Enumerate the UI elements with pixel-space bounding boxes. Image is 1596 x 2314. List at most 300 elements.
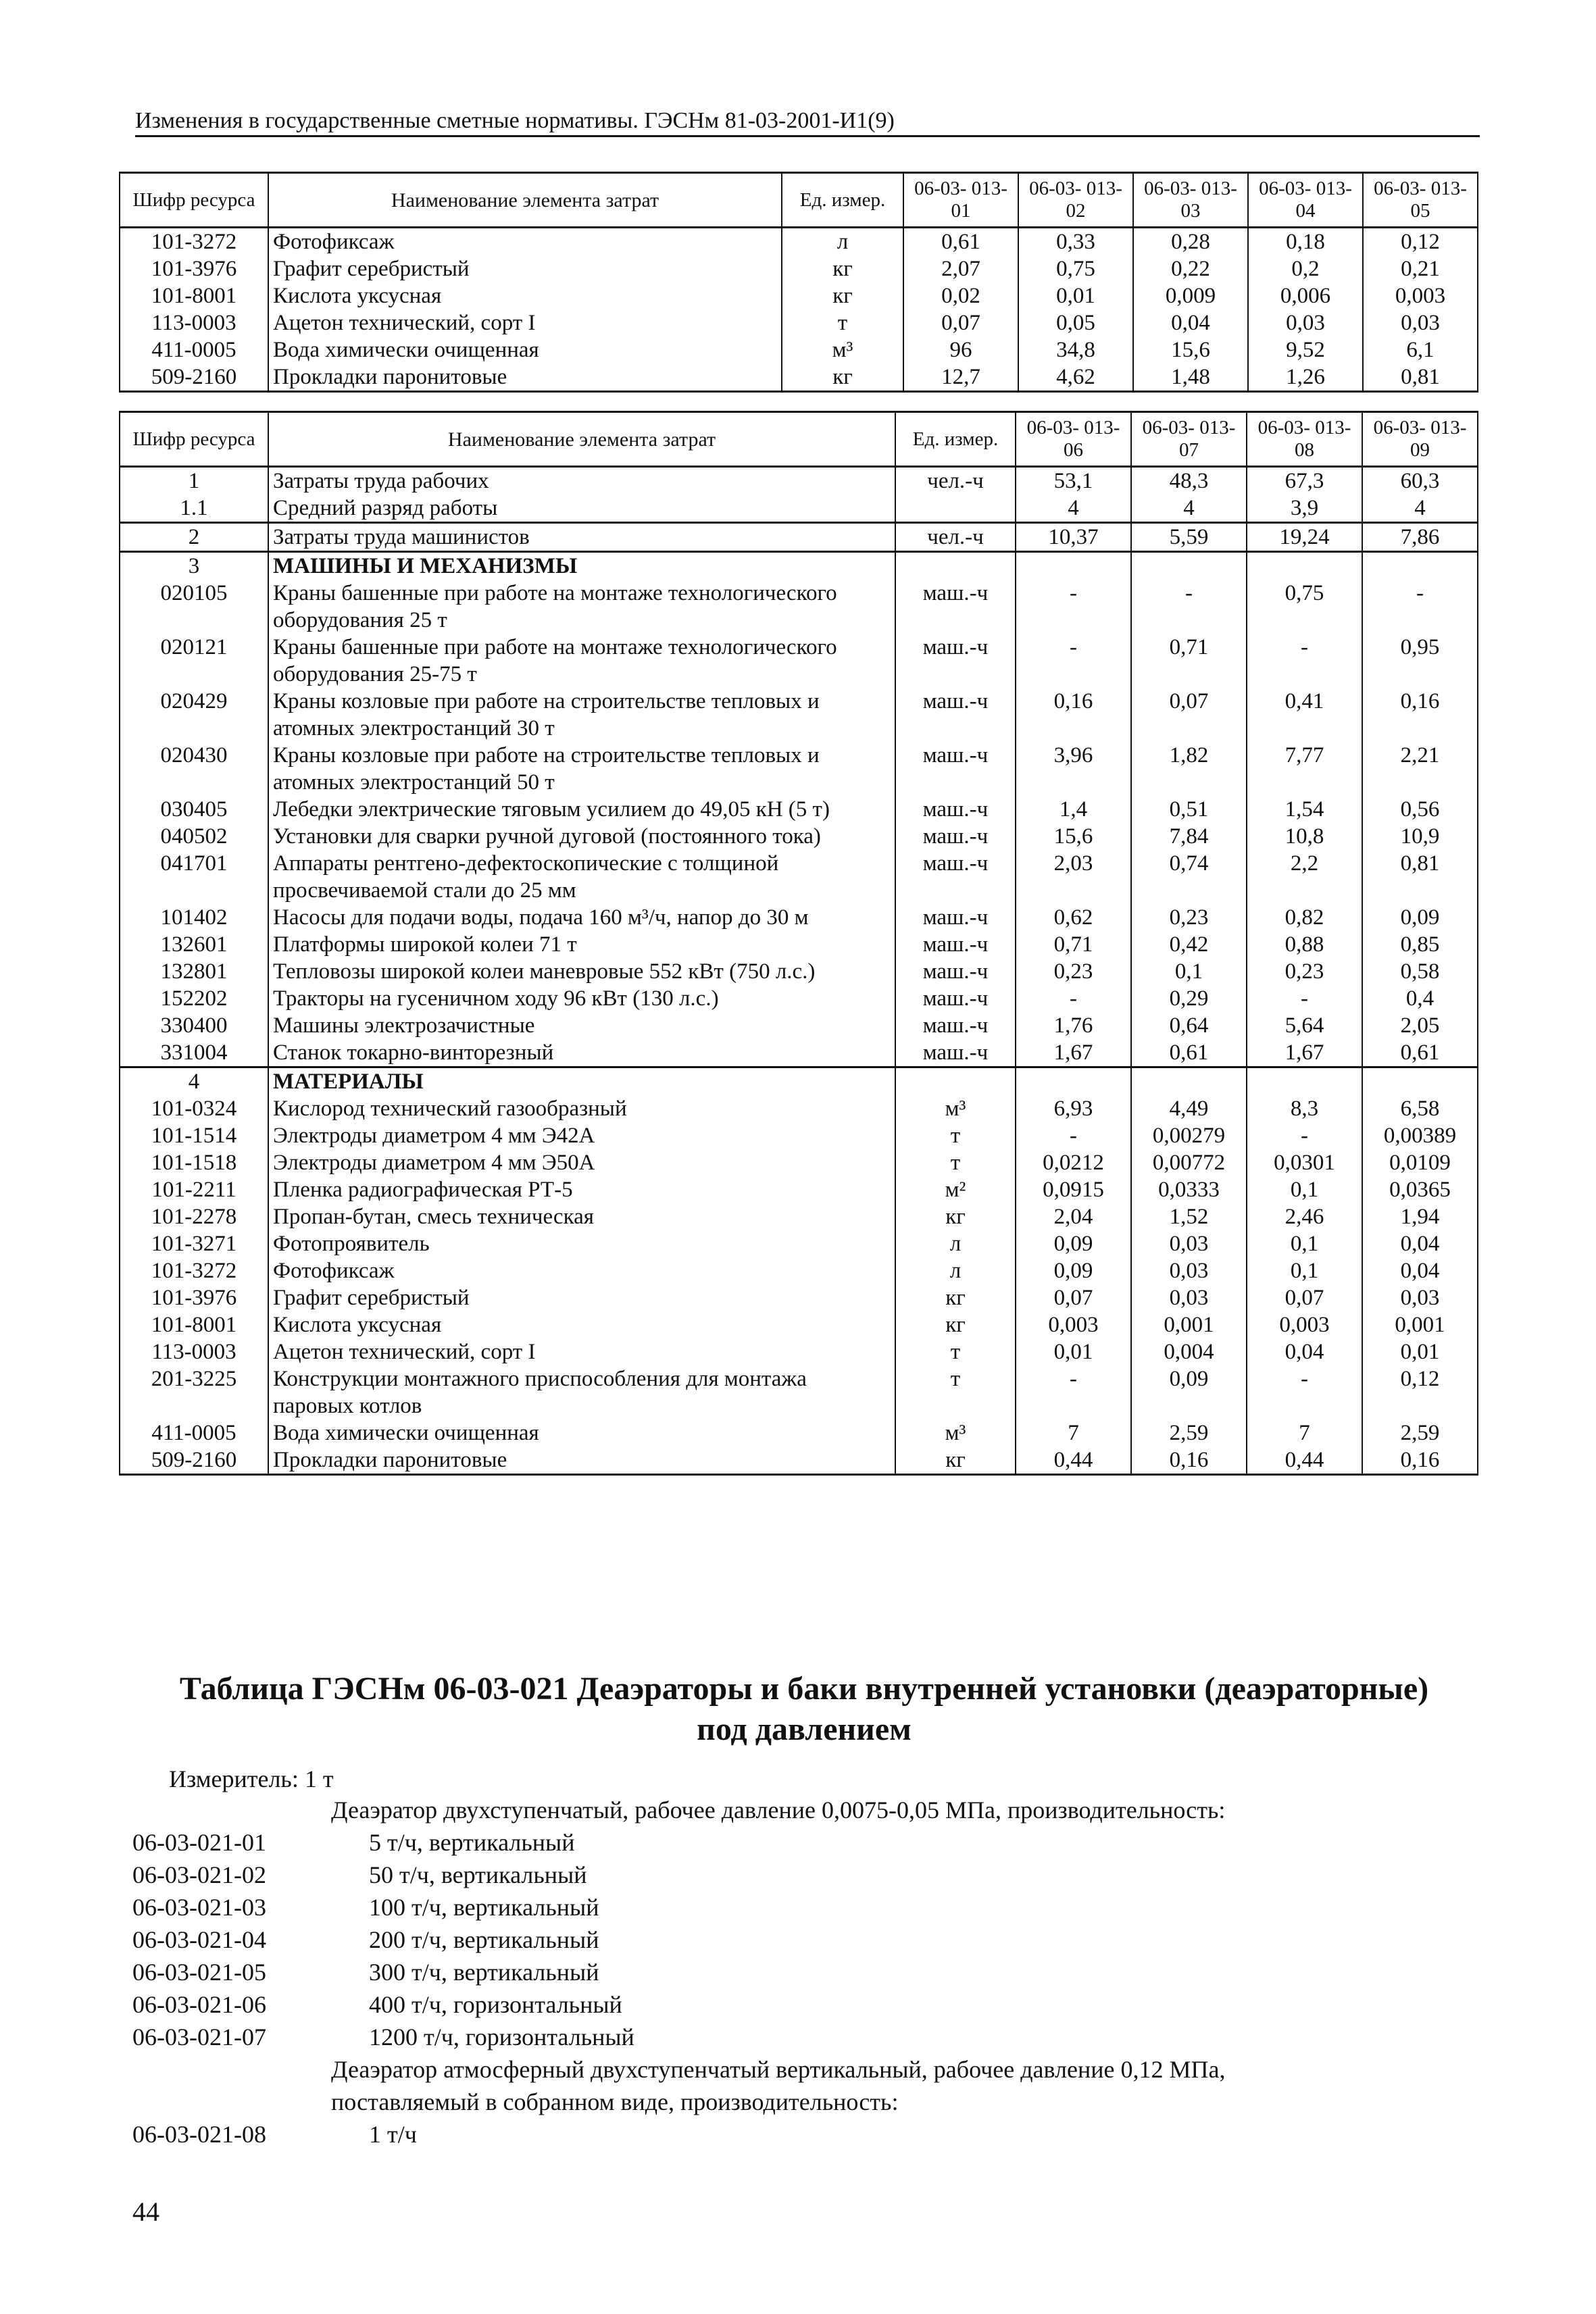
table-row [120, 688, 1478, 742]
value-cell: 0,82 [1247, 904, 1362, 931]
value-cell: 4,49 [1131, 1095, 1247, 1122]
norm-list [132, 2118, 417, 2150]
value-cell: - [1362, 580, 1478, 634]
resource-name: Установки для сварки ручной дуговой (постоянного тока) [268, 823, 895, 850]
norm-code: 06-03-021-07 [132, 2023, 266, 2051]
value-cell: 0,42 [1131, 931, 1247, 958]
table-row [120, 1149, 1478, 1176]
value-cell: 2,07 [903, 255, 1018, 282]
value-cell: 0,05 [1018, 309, 1133, 336]
value-cell: 4 [1016, 495, 1131, 523]
value-cell: 7 [1016, 1419, 1131, 1447]
value-cell: 48,3 [1131, 467, 1247, 495]
resource-name: МАТЕРИАЛЫ [268, 1067, 895, 1096]
value-cell: 0,33 [1018, 228, 1133, 256]
value-cell: 6,93 [1016, 1095, 1131, 1122]
value-cell: 10,37 [1016, 523, 1131, 552]
list-item [132, 1988, 634, 2021]
norm-code: 06-03-021-05 [132, 1959, 266, 1986]
table-row [120, 552, 1478, 580]
unit-cell: т [895, 1149, 1016, 1176]
resource-name: Фотофиксаж [268, 1257, 895, 1284]
table-row [120, 1012, 1478, 1039]
value-cell: 0,03 [1248, 309, 1363, 336]
table-row [120, 1338, 1478, 1365]
value-cell [1016, 1067, 1131, 1096]
list-item [132, 1923, 634, 1956]
value-cell: 0,04 [1362, 1257, 1478, 1284]
value-cell: 0,0365 [1362, 1176, 1478, 1203]
value-cell: 7,86 [1362, 523, 1478, 552]
unit-cell: м³ [895, 1095, 1016, 1122]
resource-name: Краны башенные при работе на монтаже технологического оборудования 25-75 т [268, 634, 895, 688]
value-cell: 7,77 [1247, 742, 1362, 796]
table-row [120, 309, 1478, 336]
value-cell: 2,59 [1362, 1419, 1478, 1447]
value-cell: 7 [1247, 1419, 1362, 1447]
table-row [120, 467, 1478, 495]
value-cell: 0,09 [1362, 904, 1478, 931]
value-cell: 0,07 [1016, 1284, 1131, 1311]
value-cell: 0,009 [1133, 282, 1248, 309]
table-row [120, 742, 1478, 796]
table-row [120, 1122, 1478, 1149]
header-name: Наименование элемента затрат [268, 173, 782, 228]
norm-description: 50 т/ч, вертикальный [369, 1861, 587, 1888]
value-cell: - [1016, 580, 1131, 634]
header-col: 06-03- 013-01 [903, 173, 1018, 228]
value-cell: 0,00279 [1131, 1122, 1247, 1149]
resource-name: Затраты труда рабочих [268, 467, 895, 495]
value-cell: 0,04 [1247, 1338, 1362, 1365]
resource-name: Насосы для подачи воды, подача 160 м³/ч, напор до 30 м [268, 904, 895, 931]
resource-name: Пропан-бутан, смесь техническая [268, 1203, 895, 1230]
header-code: Шифр ресурса [120, 173, 268, 228]
resource-code: 113-0003 [120, 1338, 268, 1365]
resource-code: 1 [120, 467, 268, 495]
resource-name: Прокладки паронитовые [268, 363, 782, 392]
header-col: 06-03- 013-03 [1133, 173, 1248, 228]
unit-cell: чел.-ч [895, 523, 1016, 552]
unit-cell: маш.-ч [895, 580, 1016, 634]
value-cell: - [1016, 1365, 1131, 1419]
table-row [120, 1447, 1478, 1475]
resource-name: Ацетон технический, сорт I [268, 309, 782, 336]
unit-cell: кг [895, 1203, 1016, 1230]
unit-cell: маш.-ч [895, 742, 1016, 796]
value-cell: 96 [903, 336, 1018, 363]
resource-name: Краны козловые при работе на строительстве тепловых и атомных электростанций 30 т [268, 688, 895, 742]
resource-name: Электроды диаметром 4 мм Э42А [268, 1122, 895, 1149]
value-cell: 0,03 [1131, 1257, 1247, 1284]
value-cell: - [1247, 1365, 1362, 1419]
intro-line: поставляемый в собранном виде, производительность: [331, 2088, 899, 2115]
unit-cell: чел.-ч [895, 467, 1016, 495]
resource-code: 101-2278 [120, 1203, 268, 1230]
unit-cell: кг [782, 255, 903, 282]
unit-cell: кг [895, 1284, 1016, 1311]
value-cell: 0,0301 [1247, 1149, 1362, 1176]
resource-name: Кислота уксусная [268, 282, 782, 309]
value-cell [1247, 552, 1362, 580]
value-cell: 0,12 [1362, 1365, 1478, 1419]
value-cell: 4,62 [1018, 363, 1133, 392]
table-row [120, 1311, 1478, 1338]
table-row [120, 1257, 1478, 1284]
list-item [132, 1859, 634, 1891]
value-cell: 0,003 [1363, 282, 1478, 309]
page-number: 44 [132, 2196, 159, 2227]
resource-code: 020105 [120, 580, 268, 634]
value-cell: 0,81 [1363, 363, 1478, 392]
resource-code: 132801 [120, 958, 268, 985]
resource-name: Тракторы на гусеничном ходу 96 кВт (130 л.с.) [268, 985, 895, 1012]
value-cell: 1,26 [1248, 363, 1363, 392]
norm-code: 06-03-021-06 [132, 1991, 266, 2018]
value-cell: 0,16 [1131, 1447, 1247, 1475]
unit-cell: кг [895, 1311, 1016, 1338]
resource-name: Кислота уксусная [268, 1311, 895, 1338]
value-cell: 0,00772 [1131, 1149, 1247, 1176]
resource-code: 020429 [120, 688, 268, 742]
resource-code: 101-3271 [120, 1230, 268, 1257]
value-cell: 10,8 [1247, 823, 1362, 850]
value-cell: - [1016, 985, 1131, 1012]
unit-cell: кг [782, 363, 903, 392]
value-cell: 3,96 [1016, 742, 1131, 796]
resource-name: Краны башенные при работе на монтаже технологического оборудования 25 т [268, 580, 895, 634]
value-cell: 10,9 [1362, 823, 1478, 850]
unit-cell: маш.-ч [895, 796, 1016, 823]
resource-code: 3 [120, 552, 268, 580]
resource-code: 101-1514 [120, 1122, 268, 1149]
value-cell: 1,4 [1016, 796, 1131, 823]
norm-description: 100 т/ч, вертикальный [369, 1894, 599, 1921]
unit-cell [895, 495, 1016, 523]
resource-code: 201-3225 [120, 1365, 268, 1419]
value-cell: 0,09 [1131, 1365, 1247, 1419]
section-title-line: Таблица ГЭСНм 06-03-021 Деаэраторы и баки внутренней установки (деаэраторные) [179, 1671, 1429, 1707]
value-cell: 1,82 [1131, 742, 1247, 796]
value-cell: 0,85 [1362, 931, 1478, 958]
norm-description: 1 т/ч [369, 2121, 417, 2148]
unit-cell: маш.-ч [895, 985, 1016, 1012]
value-cell: 34,8 [1018, 336, 1133, 363]
value-cell: 0,74 [1131, 850, 1247, 904]
value-cell: 67,3 [1247, 467, 1362, 495]
unit-cell: маш.-ч [895, 958, 1016, 985]
list-item [132, 1826, 634, 1859]
value-cell: 0,03 [1131, 1284, 1247, 1311]
value-cell: 0,64 [1131, 1012, 1247, 1039]
intro-line: Деаэратор атмосферный двухступенчатый вертикальный, рабочее давление 0,12 МПа, [331, 2056, 1226, 2083]
table-row [120, 634, 1478, 688]
table-row [120, 282, 1478, 309]
value-cell: 2,05 [1362, 1012, 1478, 1039]
value-cell: 1,67 [1247, 1039, 1362, 1067]
norm-description: 200 т/ч, вертикальный [369, 1926, 599, 1953]
header-col: 06-03- 013-05 [1363, 173, 1478, 228]
table-row [120, 495, 1478, 523]
table-row [120, 985, 1478, 1012]
unit-cell: л [782, 228, 903, 256]
value-cell: 0,003 [1247, 1311, 1362, 1338]
value-cell: 0,29 [1131, 985, 1247, 1012]
value-cell: 15,6 [1016, 823, 1131, 850]
norms-table-1 [119, 172, 1478, 393]
value-cell: 2,2 [1247, 850, 1362, 904]
measure-unit: Измеритель: 1 т [169, 1765, 334, 1792]
value-cell: 1,76 [1016, 1012, 1131, 1039]
value-cell: 0,001 [1131, 1311, 1247, 1338]
resource-name: Кислород технический газообразный [268, 1095, 895, 1122]
value-cell: 0,16 [1016, 688, 1131, 742]
table-row [120, 1176, 1478, 1203]
resource-code: 030405 [120, 796, 268, 823]
intro-text [331, 2053, 1226, 2118]
resource-code: 132601 [120, 931, 268, 958]
header-unit: Ед. измер. [782, 173, 903, 228]
table-row [120, 958, 1478, 985]
unit-cell: т [895, 1122, 1016, 1149]
value-cell: 0,07 [1247, 1284, 1362, 1311]
value-cell: 5,59 [1131, 523, 1247, 552]
value-cell: 0,51 [1131, 796, 1247, 823]
value-cell [1362, 552, 1478, 580]
value-cell: 0,09 [1016, 1257, 1131, 1284]
resource-name: Затраты труда машинистов [268, 523, 895, 552]
resource-name: Краны козловые при работе на строительстве тепловых и атомных электростанций 50 т [268, 742, 895, 796]
resource-name: Машины электрозачистные [268, 1012, 895, 1039]
value-cell: 0,23 [1016, 958, 1131, 985]
resource-name: Фотофиксаж [268, 228, 782, 256]
value-cell: 0,58 [1362, 958, 1478, 985]
resource-code: 020430 [120, 742, 268, 796]
resource-code: 331004 [120, 1039, 268, 1067]
table-row [120, 1095, 1478, 1122]
resource-code: 041701 [120, 850, 268, 904]
resource-code: 330400 [120, 1012, 268, 1039]
unit-cell: маш.-ч [895, 634, 1016, 688]
unit-cell: м³ [782, 336, 903, 363]
resource-name: Конструкции монтажного приспособления для монтажа паровых котлов [268, 1365, 895, 1419]
value-cell: 0,18 [1248, 228, 1363, 256]
section-title [101, 1669, 1507, 1750]
unit-cell [895, 1067, 1016, 1096]
value-cell: 0,04 [1362, 1230, 1478, 1257]
table-row [120, 850, 1478, 904]
value-cell: - [1016, 634, 1131, 688]
page-header: Изменения в государственные сметные нормативы. ГЭСНм 81-03-2001-И1(9) [135, 108, 1480, 137]
norm-list [132, 1826, 634, 2053]
value-cell: 12,7 [903, 363, 1018, 392]
value-cell: 0,07 [1131, 688, 1247, 742]
norm-description: 400 т/ч, горизонтальный [369, 1991, 622, 2018]
header-col: 06-03- 013-06 [1016, 412, 1131, 467]
resource-code: 020121 [120, 634, 268, 688]
value-cell: 0,02 [903, 282, 1018, 309]
table-row [120, 1284, 1478, 1311]
value-cell: 7,84 [1131, 823, 1247, 850]
resource-name: Станок токарно-винторезный [268, 1039, 895, 1067]
list-item [132, 2118, 417, 2150]
value-cell: 0,006 [1248, 282, 1363, 309]
resource-code: 040502 [120, 823, 268, 850]
resource-code: 101-0324 [120, 1095, 268, 1122]
value-cell: 0,81 [1362, 850, 1478, 904]
value-cell: 0,62 [1016, 904, 1131, 931]
value-cell: 0,004 [1131, 1338, 1247, 1365]
value-cell: 15,6 [1133, 336, 1248, 363]
table-row [120, 228, 1478, 256]
unit-cell: м³ [895, 1419, 1016, 1447]
table-row [120, 904, 1478, 931]
value-cell: 0,61 [903, 228, 1018, 256]
value-cell: 1,48 [1133, 363, 1248, 392]
unit-cell: маш.-ч [895, 850, 1016, 904]
value-cell: 0,61 [1362, 1039, 1478, 1067]
resource-code: 101-1518 [120, 1149, 268, 1176]
value-cell: 0,28 [1133, 228, 1248, 256]
value-cell: 0,71 [1016, 931, 1131, 958]
unit-cell: м² [895, 1176, 1016, 1203]
value-cell: 1,67 [1016, 1039, 1131, 1067]
resource-name: Вода химически очищенная [268, 336, 782, 363]
value-cell: 0,01 [1018, 282, 1133, 309]
list-item [132, 1956, 634, 1988]
value-cell: 0,09 [1016, 1230, 1131, 1257]
resource-name: Фотопроявитель [268, 1230, 895, 1257]
value-cell: 0,22 [1133, 255, 1248, 282]
header-col: 06-03- 013-07 [1131, 412, 1247, 467]
list-item [132, 2021, 634, 2053]
value-cell: 0,56 [1362, 796, 1478, 823]
resource-name: Графит серебристый [268, 255, 782, 282]
value-cell: 0,44 [1016, 1447, 1131, 1475]
intro-text: Деаэратор двухступенчатый, рабочее давление 0,0075-0,05 МПа, производительность: [331, 1796, 1226, 1823]
resource-code: 101-8001 [120, 1311, 268, 1338]
value-cell: 0,23 [1131, 904, 1247, 931]
value-cell: 6,58 [1362, 1095, 1478, 1122]
resource-code: 1.1 [120, 495, 268, 523]
value-cell: 0,03 [1362, 1284, 1478, 1311]
value-cell: 0,4 [1362, 985, 1478, 1012]
value-cell: 0,2 [1248, 255, 1363, 282]
resource-code: 152202 [120, 985, 268, 1012]
resource-name: Тепловозы широкой колеи маневровые 552 кВт (750 л.с.) [268, 958, 895, 985]
resource-code: 113-0003 [120, 309, 268, 336]
value-cell: 0,1 [1247, 1230, 1362, 1257]
header-name: Наименование элемента затрат [268, 412, 895, 467]
resource-code: 509-2160 [120, 1447, 268, 1475]
resource-name: Вода химически очищенная [268, 1419, 895, 1447]
unit-cell: кг [782, 282, 903, 309]
value-cell: 0,16 [1362, 688, 1478, 742]
table-header-row [120, 173, 1478, 228]
resource-name: Аппараты рентгено-дефектоскопические с толщиной просвечиваемой стали до 25 мм [268, 850, 895, 904]
value-cell: 2,46 [1247, 1203, 1362, 1230]
value-cell: - [1016, 1122, 1131, 1149]
value-cell: 0,23 [1247, 958, 1362, 985]
resource-code: 101-3976 [120, 255, 268, 282]
value-cell: 2,59 [1131, 1419, 1247, 1447]
list-item [132, 1891, 634, 1923]
table-row [120, 1203, 1478, 1230]
table-row [120, 363, 1478, 392]
value-cell: 0,001 [1362, 1311, 1478, 1338]
value-cell [1131, 1067, 1247, 1096]
value-cell: 53,1 [1016, 467, 1131, 495]
norm-description: 1200 т/ч, горизонтальный [369, 2023, 634, 2051]
value-cell: 2,04 [1016, 1203, 1131, 1230]
resource-code: 101-3976 [120, 1284, 268, 1311]
resource-code: 101-3272 [120, 1257, 268, 1284]
value-cell [1362, 1067, 1478, 1096]
value-cell: 9,52 [1248, 336, 1363, 363]
unit-cell: маш.-ч [895, 823, 1016, 850]
table-row [120, 1230, 1478, 1257]
value-cell: 8,3 [1247, 1095, 1362, 1122]
unit-cell: т [895, 1338, 1016, 1365]
table-row [120, 1419, 1478, 1447]
value-cell: 0,1 [1247, 1176, 1362, 1203]
resource-name: Лебедки электрические тяговым усилием до 49,05 кН (5 т) [268, 796, 895, 823]
value-cell: 0,95 [1362, 634, 1478, 688]
unit-cell: маш.-ч [895, 904, 1016, 931]
resource-code: 4 [120, 1067, 268, 1096]
table-body [120, 228, 1478, 392]
value-cell: 4 [1362, 495, 1478, 523]
value-cell: 0,1 [1131, 958, 1247, 985]
resource-name: Ацетон технический, сорт I [268, 1338, 895, 1365]
norm-code: 06-03-021-08 [132, 2121, 266, 2148]
value-cell: 0,01 [1362, 1338, 1478, 1365]
table-row [120, 796, 1478, 823]
unit-cell: маш.-ч [895, 688, 1016, 742]
value-cell: 0,44 [1247, 1447, 1362, 1475]
resource-name: Пленка радиографическая РТ-5 [268, 1176, 895, 1203]
resource-code: 101-3272 [120, 228, 268, 256]
header-code: Шифр ресурса [120, 412, 268, 467]
table-row [120, 255, 1478, 282]
norm-description: 5 т/ч, вертикальный [369, 1829, 575, 1856]
resource-name: Платформы широкой колеи 71 т [268, 931, 895, 958]
table-row [120, 336, 1478, 363]
value-cell: 0,71 [1131, 634, 1247, 688]
unit-cell: маш.-ч [895, 1039, 1016, 1067]
value-cell: 0,75 [1247, 580, 1362, 634]
value-cell [1131, 552, 1247, 580]
value-cell: 19,24 [1247, 523, 1362, 552]
value-cell: 2,03 [1016, 850, 1131, 904]
value-cell: 0,21 [1363, 255, 1478, 282]
resource-name: Графит серебристый [268, 1284, 895, 1311]
unit-cell: маш.-ч [895, 931, 1016, 958]
norm-code: 06-03-021-04 [132, 1926, 266, 1953]
value-cell: 0,0333 [1131, 1176, 1247, 1203]
value-cell: 60,3 [1362, 467, 1478, 495]
table-body [120, 467, 1478, 1475]
value-cell: 0,003 [1016, 1311, 1131, 1338]
value-cell: - [1131, 580, 1247, 634]
norms-table-2 [119, 411, 1478, 1476]
norm-code: 06-03-021-03 [132, 1894, 266, 1921]
value-cell: 0,0212 [1016, 1149, 1131, 1176]
unit-cell: т [895, 1365, 1016, 1419]
value-cell: 0,41 [1247, 688, 1362, 742]
value-cell: 3,9 [1247, 495, 1362, 523]
value-cell: 0,0109 [1362, 1149, 1478, 1176]
